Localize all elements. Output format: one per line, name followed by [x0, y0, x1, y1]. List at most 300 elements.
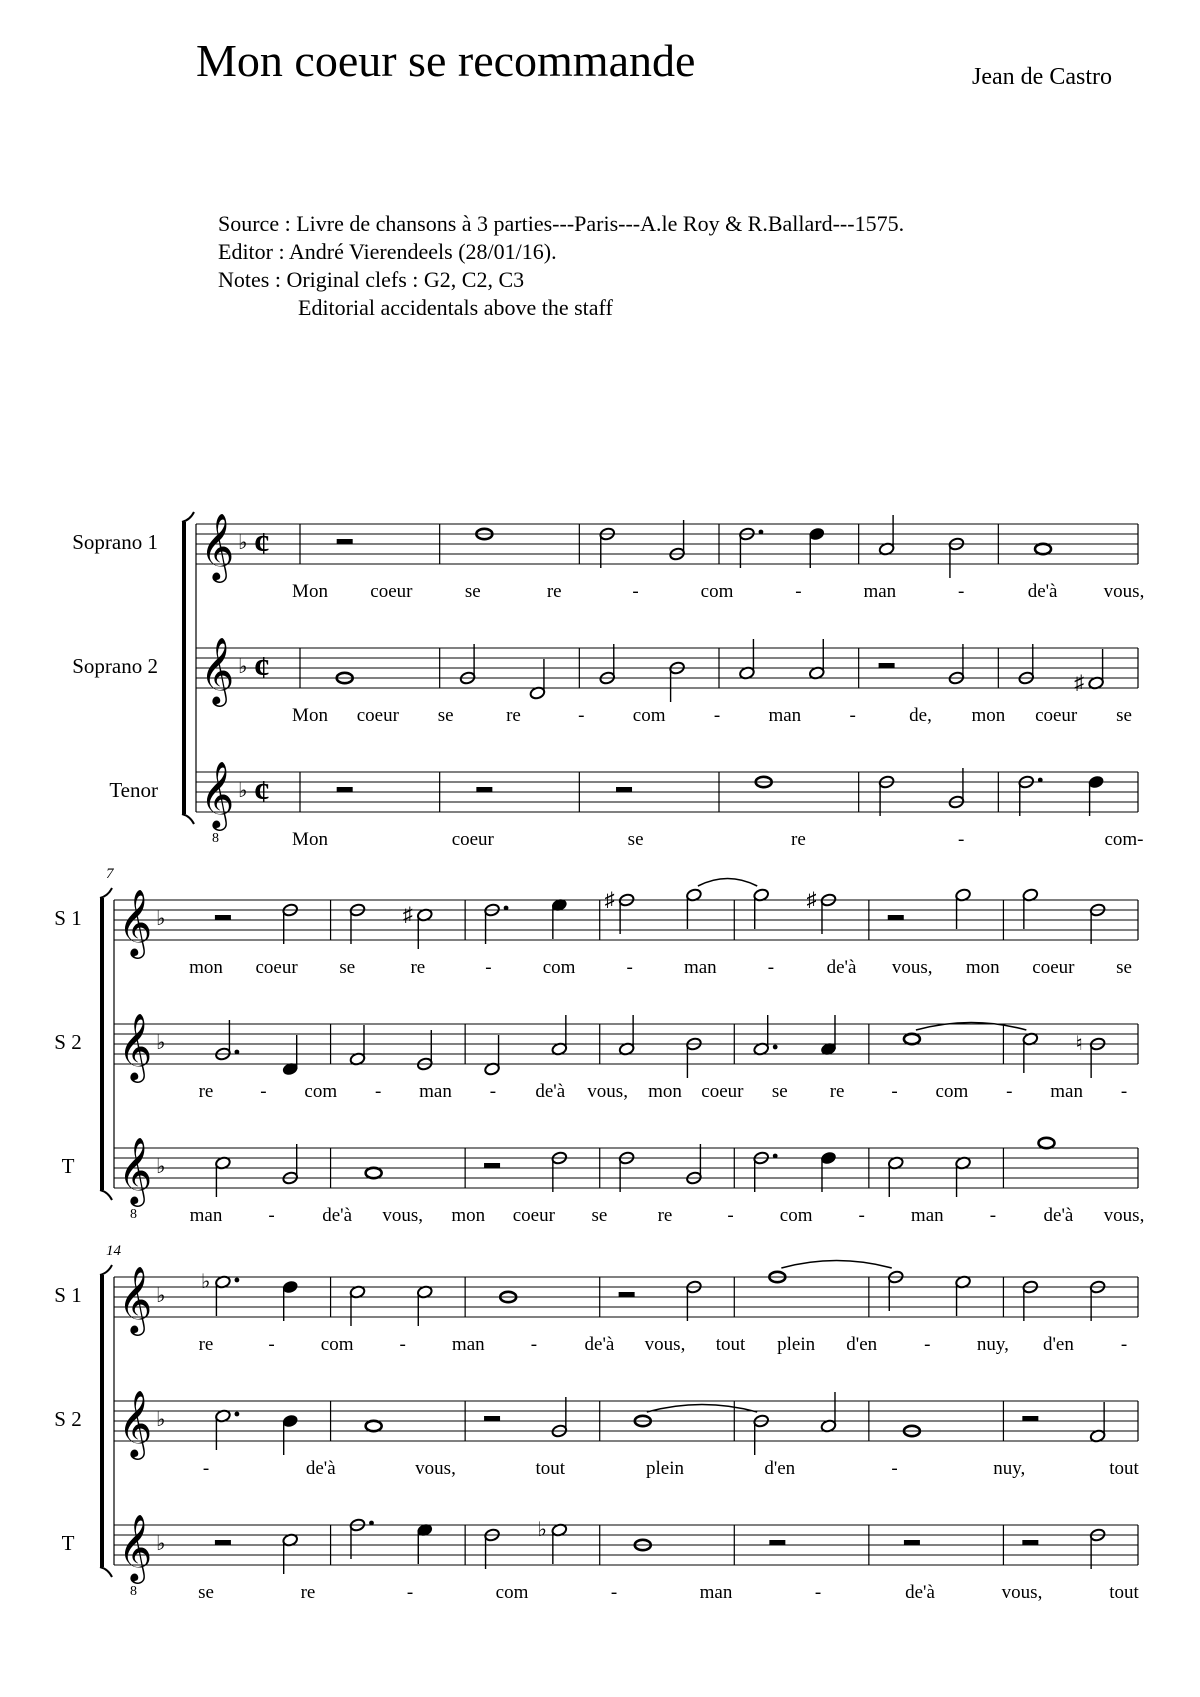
measure-number: 14 — [106, 1243, 121, 1259]
rest — [215, 1540, 231, 1545]
lyric-syllable: man — [451, 1334, 485, 1355]
lyrics-line — [203, 1458, 1140, 1479]
lyric-syllable: mon — [189, 957, 223, 978]
note — [403, 904, 433, 949]
dot — [759, 530, 764, 535]
lyric-syllable: - — [891, 1458, 898, 1479]
lyric-syllable: coeur — [370, 581, 413, 602]
note — [215, 1409, 240, 1450]
rest — [484, 1163, 500, 1168]
rest — [337, 787, 353, 792]
key-signature-flat: ♭ — [156, 1285, 166, 1307]
note — [551, 1151, 568, 1192]
lyric-syllable: com — [632, 705, 666, 726]
lyric-syllable: com- — [1104, 829, 1144, 850]
treble-clef-icon: 𝄞 — [118, 1138, 153, 1203]
lyric-syllable: - — [713, 705, 721, 726]
lyric-syllable: tout — [1109, 1582, 1139, 1603]
cut-time-icon: ¢ — [254, 649, 270, 685]
lyric-syllable: - — [202, 1458, 210, 1479]
treble-clef-icon: 𝄞 — [200, 514, 235, 579]
treble-clef-icon: 𝄞 — [118, 1014, 153, 1079]
lyric-syllable: re — [198, 1081, 214, 1102]
measure — [440, 644, 546, 700]
staff-label: Soprano 2 — [72, 654, 158, 678]
rest — [888, 915, 904, 920]
note — [739, 527, 764, 568]
lyric-syllable: re — [829, 1081, 845, 1102]
bracket-hook — [100, 888, 112, 898]
cut-time-icon: ¢ — [254, 525, 270, 561]
lyric-syllable: Mon — [292, 829, 328, 850]
dot — [773, 1154, 778, 1159]
lyric-syllable: - — [958, 581, 965, 602]
note — [1018, 644, 1035, 685]
key-signature-flat: ♭ — [156, 1533, 166, 1555]
lyric-syllable: - — [795, 581, 802, 602]
lyric-syllable: vous, — [382, 1205, 424, 1226]
notehead — [1038, 1138, 1054, 1148]
lyric-syllable: Mon — [292, 705, 328, 726]
measure — [719, 639, 825, 688]
note — [215, 1020, 240, 1061]
octave-mark: 8 — [130, 1207, 137, 1222]
dot — [1038, 778, 1043, 783]
note — [948, 768, 965, 809]
note — [1089, 1280, 1106, 1321]
notehead — [366, 1168, 382, 1178]
lyric-syllable: - — [1006, 1081, 1013, 1102]
note — [948, 644, 965, 685]
measure — [215, 1533, 299, 1574]
accidental: ♮ — [1075, 1033, 1083, 1055]
rest — [769, 1540, 785, 1545]
measure — [998, 644, 1104, 694]
note — [686, 1280, 703, 1321]
rest — [215, 915, 231, 920]
measure — [465, 1519, 567, 1569]
lyric-syllable: - — [924, 1334, 931, 1355]
measure — [1003, 1277, 1105, 1321]
lyric-syllable: - — [891, 1081, 898, 1102]
notehead — [904, 1034, 920, 1044]
lyric-syllable: - — [485, 957, 492, 978]
note — [1022, 1280, 1039, 1321]
accidental: ♯ — [1074, 672, 1085, 694]
note — [1089, 903, 1106, 944]
accidental: ♭ — [200, 1271, 211, 1293]
lyric-syllable: se — [627, 829, 644, 850]
lyric-syllable: man — [419, 1081, 452, 1102]
note — [878, 515, 895, 556]
lyric-syllable: mon — [965, 957, 1000, 978]
note — [686, 1144, 703, 1185]
measure — [215, 1144, 299, 1197]
note — [551, 898, 568, 939]
lyric-syllable: se — [591, 1205, 608, 1226]
measure — [734, 1015, 836, 1064]
lyric-syllable: re — [410, 957, 426, 978]
note — [618, 1015, 635, 1056]
note — [529, 659, 546, 700]
note — [551, 1397, 568, 1438]
dot — [235, 1050, 240, 1055]
treble-clef-icon: 𝄞 — [118, 1267, 153, 1332]
note — [753, 1414, 770, 1455]
lyric-syllable: com — [779, 1205, 813, 1226]
notehead — [366, 1421, 382, 1431]
staff-s-2 — [54, 1014, 1138, 1102]
lyric-syllable: se — [771, 1081, 788, 1102]
octave-mark: 8 — [130, 1584, 137, 1599]
lyric-syllable: Mon — [292, 581, 328, 602]
treble-clef-icon: 𝄞 — [118, 890, 153, 955]
lyric-syllable: se — [1116, 957, 1132, 978]
source-line: Source : Livre de chansons à 3 parties---Paris---A.le Roy & R.Ballard---1575. — [218, 211, 905, 236]
lyric-syllable: - — [849, 705, 856, 726]
key-signature-flat: ♭ — [238, 780, 248, 802]
staff-label: S 1 — [54, 1283, 82, 1307]
page-title: Mon coeur se recommande — [196, 35, 696, 86]
lyric-syllable: - — [489, 1081, 497, 1102]
lyric-syllable: re — [546, 581, 562, 602]
lyric-syllable: - — [767, 957, 775, 978]
system — [54, 866, 1144, 1226]
lyric-syllable: - — [268, 1205, 275, 1226]
measure — [869, 888, 971, 940]
note — [416, 1523, 433, 1564]
lyric-syllable: vous, — [1001, 1582, 1043, 1603]
rest — [337, 539, 353, 544]
note — [416, 1285, 433, 1326]
lyric-syllable: d'en — [764, 1458, 796, 1479]
note — [282, 1035, 299, 1076]
editor-line: Editor : André Vierendeels (28/01/16). — [218, 239, 557, 264]
note — [887, 1156, 904, 1197]
lyrics-line — [190, 1205, 1145, 1226]
note — [537, 1519, 567, 1564]
notehead — [1035, 544, 1051, 554]
lyric-syllable: de'à — [905, 1582, 935, 1603]
system-bracket — [100, 1275, 104, 1567]
lyric-syllable: - — [406, 1582, 414, 1603]
lyric-syllable: se — [464, 581, 481, 602]
note — [416, 1030, 433, 1071]
note — [669, 661, 686, 702]
bracket-hook — [182, 814, 194, 824]
lyric-syllable: se — [339, 957, 356, 978]
lyric-syllable: re — [300, 1582, 316, 1603]
lyric-syllable: re — [791, 829, 806, 850]
lyrics-line — [199, 1334, 1128, 1355]
note — [201, 1271, 239, 1316]
measure — [1003, 1401, 1105, 1443]
rest — [619, 1292, 635, 1297]
system — [72, 512, 1144, 850]
staff-t — [62, 1515, 1140, 1603]
measure — [734, 1272, 785, 1317]
lyrics-line — [189, 957, 1132, 978]
lyric-syllable: nuy, — [976, 1334, 1009, 1355]
staff-label: S 2 — [54, 1030, 82, 1054]
lyrics-line — [292, 829, 1143, 850]
lyric-syllable: mon — [648, 1081, 682, 1102]
dot — [773, 1045, 778, 1050]
lyric-syllable: man — [910, 1205, 944, 1226]
measure — [600, 888, 702, 940]
treble-clef-icon: 𝄞 — [200, 762, 235, 827]
measure — [1003, 1024, 1105, 1078]
lyric-syllable: de'à — [1027, 581, 1058, 602]
lyric-syllable: com — [935, 1081, 969, 1102]
lyric-syllable: nuy, — [993, 1458, 1026, 1479]
lyric-syllable: tout — [1109, 1458, 1139, 1479]
note — [686, 888, 703, 929]
lyric-syllable: - — [958, 829, 965, 850]
staff-s-1 — [54, 1261, 1138, 1356]
accidental: ♯ — [604, 889, 615, 911]
staff-label: Tenor — [109, 778, 158, 802]
lyric-syllable: man — [1050, 1081, 1083, 1102]
note — [753, 1151, 778, 1192]
note — [739, 639, 756, 680]
staff-label: Soprano 1 — [72, 530, 158, 554]
measure — [215, 1020, 299, 1076]
measure — [331, 900, 433, 949]
measure — [1003, 1525, 1105, 1569]
lyric-syllable: man — [699, 1582, 733, 1603]
note — [955, 888, 972, 929]
notes-line-2: Editorial accidentals above the staff — [298, 295, 613, 320]
measure — [201, 1271, 299, 1321]
bracket-hook — [100, 1567, 112, 1577]
lyric-syllable: plein — [777, 1334, 816, 1355]
lyric-syllable: de'à — [826, 957, 857, 978]
lyric-syllable: com — [304, 1081, 338, 1102]
note — [551, 1015, 568, 1056]
note — [948, 537, 965, 578]
tie — [781, 1261, 891, 1269]
rest — [476, 787, 492, 792]
lyrics-line — [198, 1582, 1139, 1603]
note — [282, 1533, 299, 1574]
lyric-syllable: - — [260, 1081, 267, 1102]
staff-label: T — [61, 1531, 75, 1555]
note — [806, 889, 836, 934]
note — [484, 1035, 501, 1076]
accidental: ♯ — [402, 904, 413, 926]
lyric-syllable: - — [1120, 1334, 1128, 1355]
lyric-syllable: se — [437, 705, 454, 726]
lyric-syllable: - — [374, 1081, 382, 1102]
note — [808, 527, 825, 568]
note — [1076, 1033, 1106, 1078]
system — [54, 1243, 1139, 1603]
measure-number: 7 — [106, 866, 114, 882]
key-signature-flat: ♭ — [156, 1409, 166, 1431]
lyric-syllable: d'en — [1042, 1334, 1074, 1355]
treble-clef-icon: 𝄞 — [118, 1391, 153, 1456]
note — [820, 1015, 837, 1056]
note — [887, 1270, 904, 1311]
dot — [369, 1521, 374, 1526]
lyric-syllable: de'à — [584, 1334, 615, 1355]
note — [605, 889, 635, 934]
lyric-syllable: plein — [646, 1458, 684, 1479]
lyric-syllable: de'à — [1043, 1205, 1074, 1226]
lyrics-line — [199, 1081, 1128, 1102]
measure — [859, 644, 965, 688]
lyric-syllable: - — [989, 1205, 997, 1226]
staff-soprano-2 — [72, 638, 1138, 726]
lyric-syllable: vous, — [1103, 1205, 1145, 1226]
note — [282, 1280, 299, 1321]
lyric-syllable: - — [632, 581, 639, 602]
lyric-syllable: coeur — [451, 829, 494, 850]
note — [669, 520, 686, 561]
lyric-syllable: coeur — [1035, 705, 1078, 726]
accidental: ♭ — [537, 1519, 547, 1541]
bracket-hook — [182, 512, 194, 522]
note — [753, 1015, 778, 1056]
staff-label: T — [61, 1154, 75, 1178]
lyrics-line — [292, 705, 1132, 726]
system-bracket — [100, 898, 104, 1190]
measure — [465, 898, 567, 944]
measure — [331, 1277, 433, 1326]
lyric-syllable: re — [506, 705, 521, 726]
staff-s-1 — [54, 879, 1138, 979]
lyric-syllable: de, — [909, 705, 932, 726]
note — [955, 1156, 972, 1197]
key-signature-flat: ♭ — [238, 532, 248, 554]
lyric-syllable: - — [1120, 1081, 1128, 1102]
note — [1022, 1032, 1039, 1073]
note — [215, 1156, 232, 1197]
lyric-syllable: - — [268, 1334, 275, 1355]
rest — [904, 1540, 920, 1545]
staff-tenor — [109, 762, 1143, 850]
note — [282, 1144, 299, 1185]
note — [349, 1518, 374, 1559]
key-signature-flat: ♭ — [156, 1156, 166, 1178]
staff-label: S 1 — [54, 906, 82, 930]
treble-clef-icon: 𝄞 — [200, 638, 235, 703]
measure — [869, 1148, 971, 1197]
lyric-syllable: re — [657, 1205, 673, 1226]
lyric-syllable: vous, — [1103, 581, 1145, 602]
key-signature-flat: ♭ — [156, 1032, 166, 1054]
staff-label: S 2 — [54, 1407, 82, 1431]
measure — [465, 1397, 567, 1441]
lyric-syllable: vous, — [891, 957, 933, 978]
lyric-syllable: d'en — [846, 1334, 878, 1355]
bracket-hook — [100, 1265, 112, 1275]
note — [484, 903, 509, 944]
lyric-syllable: - — [578, 705, 585, 726]
lyric-syllable: re — [198, 1334, 214, 1355]
key-signature-flat: ♭ — [238, 656, 248, 678]
treble-clef-icon: 𝄞 — [118, 1515, 153, 1580]
lyric-syllable: tout — [715, 1334, 746, 1355]
note — [820, 1151, 837, 1192]
measure — [215, 903, 299, 944]
measure — [998, 772, 1104, 816]
note — [1089, 1528, 1106, 1569]
note — [904, 1034, 920, 1044]
staff-soprano-1 — [72, 514, 1144, 602]
note — [618, 1151, 635, 1192]
lyric-syllable: de'à — [322, 1205, 353, 1226]
lyric-syllable: - — [530, 1334, 538, 1355]
note — [1089, 1402, 1106, 1443]
measure — [600, 1277, 702, 1321]
note — [1038, 1138, 1054, 1148]
cut-time-icon: ¢ — [254, 773, 270, 809]
measure — [465, 1148, 567, 1192]
note — [1018, 775, 1043, 816]
lyric-syllable: mon — [451, 1205, 486, 1226]
lyric-syllable: - — [858, 1205, 865, 1226]
note — [459, 644, 476, 685]
note — [1074, 649, 1104, 694]
bracket-hook — [100, 1190, 112, 1200]
note — [1088, 775, 1105, 816]
note — [1022, 888, 1039, 929]
lyric-syllable: vous, — [587, 1081, 628, 1102]
note — [808, 639, 825, 680]
measure — [215, 1409, 299, 1455]
measure — [734, 1148, 836, 1192]
lyric-syllable: se — [1116, 705, 1132, 726]
note — [349, 903, 366, 944]
lyric-syllable: - — [626, 957, 633, 978]
lyric-syllable: coeur — [512, 1205, 555, 1226]
note — [366, 1421, 382, 1431]
lyric-syllable: vous, — [415, 1458, 456, 1479]
rest — [616, 787, 632, 792]
lyric-syllable: com — [495, 1582, 529, 1603]
lyric-syllable: mon — [971, 705, 1006, 726]
tie — [698, 879, 757, 887]
lyric-syllable: coeur — [255, 957, 298, 978]
lyrics-line — [292, 581, 1144, 602]
lyric-syllable: - — [814, 1582, 822, 1603]
note — [282, 903, 299, 944]
notes-line: Notes : Original clefs : G2, C2, C3 — [218, 267, 525, 292]
key-signature-flat: ♭ — [156, 908, 166, 930]
note — [349, 1285, 366, 1326]
dot — [235, 1278, 240, 1283]
rest — [879, 663, 895, 668]
composer-name: Jean de Castro — [972, 64, 1112, 90]
lyric-syllable: com — [542, 957, 576, 978]
measure — [1003, 1138, 1054, 1188]
lyric-syllable: vous, — [644, 1334, 686, 1355]
dot — [504, 906, 509, 911]
lyric-syllable: com — [320, 1334, 354, 1355]
note — [484, 1528, 501, 1569]
lyric-syllable: - — [610, 1582, 618, 1603]
note — [878, 775, 895, 816]
rest — [484, 1416, 500, 1421]
note — [366, 1168, 382, 1178]
lyric-syllable: - — [727, 1205, 734, 1226]
lyric-syllable: tout — [535, 1458, 566, 1479]
system-bracket — [182, 522, 186, 814]
lyric-syllable: man — [863, 581, 897, 602]
note — [820, 1392, 837, 1433]
